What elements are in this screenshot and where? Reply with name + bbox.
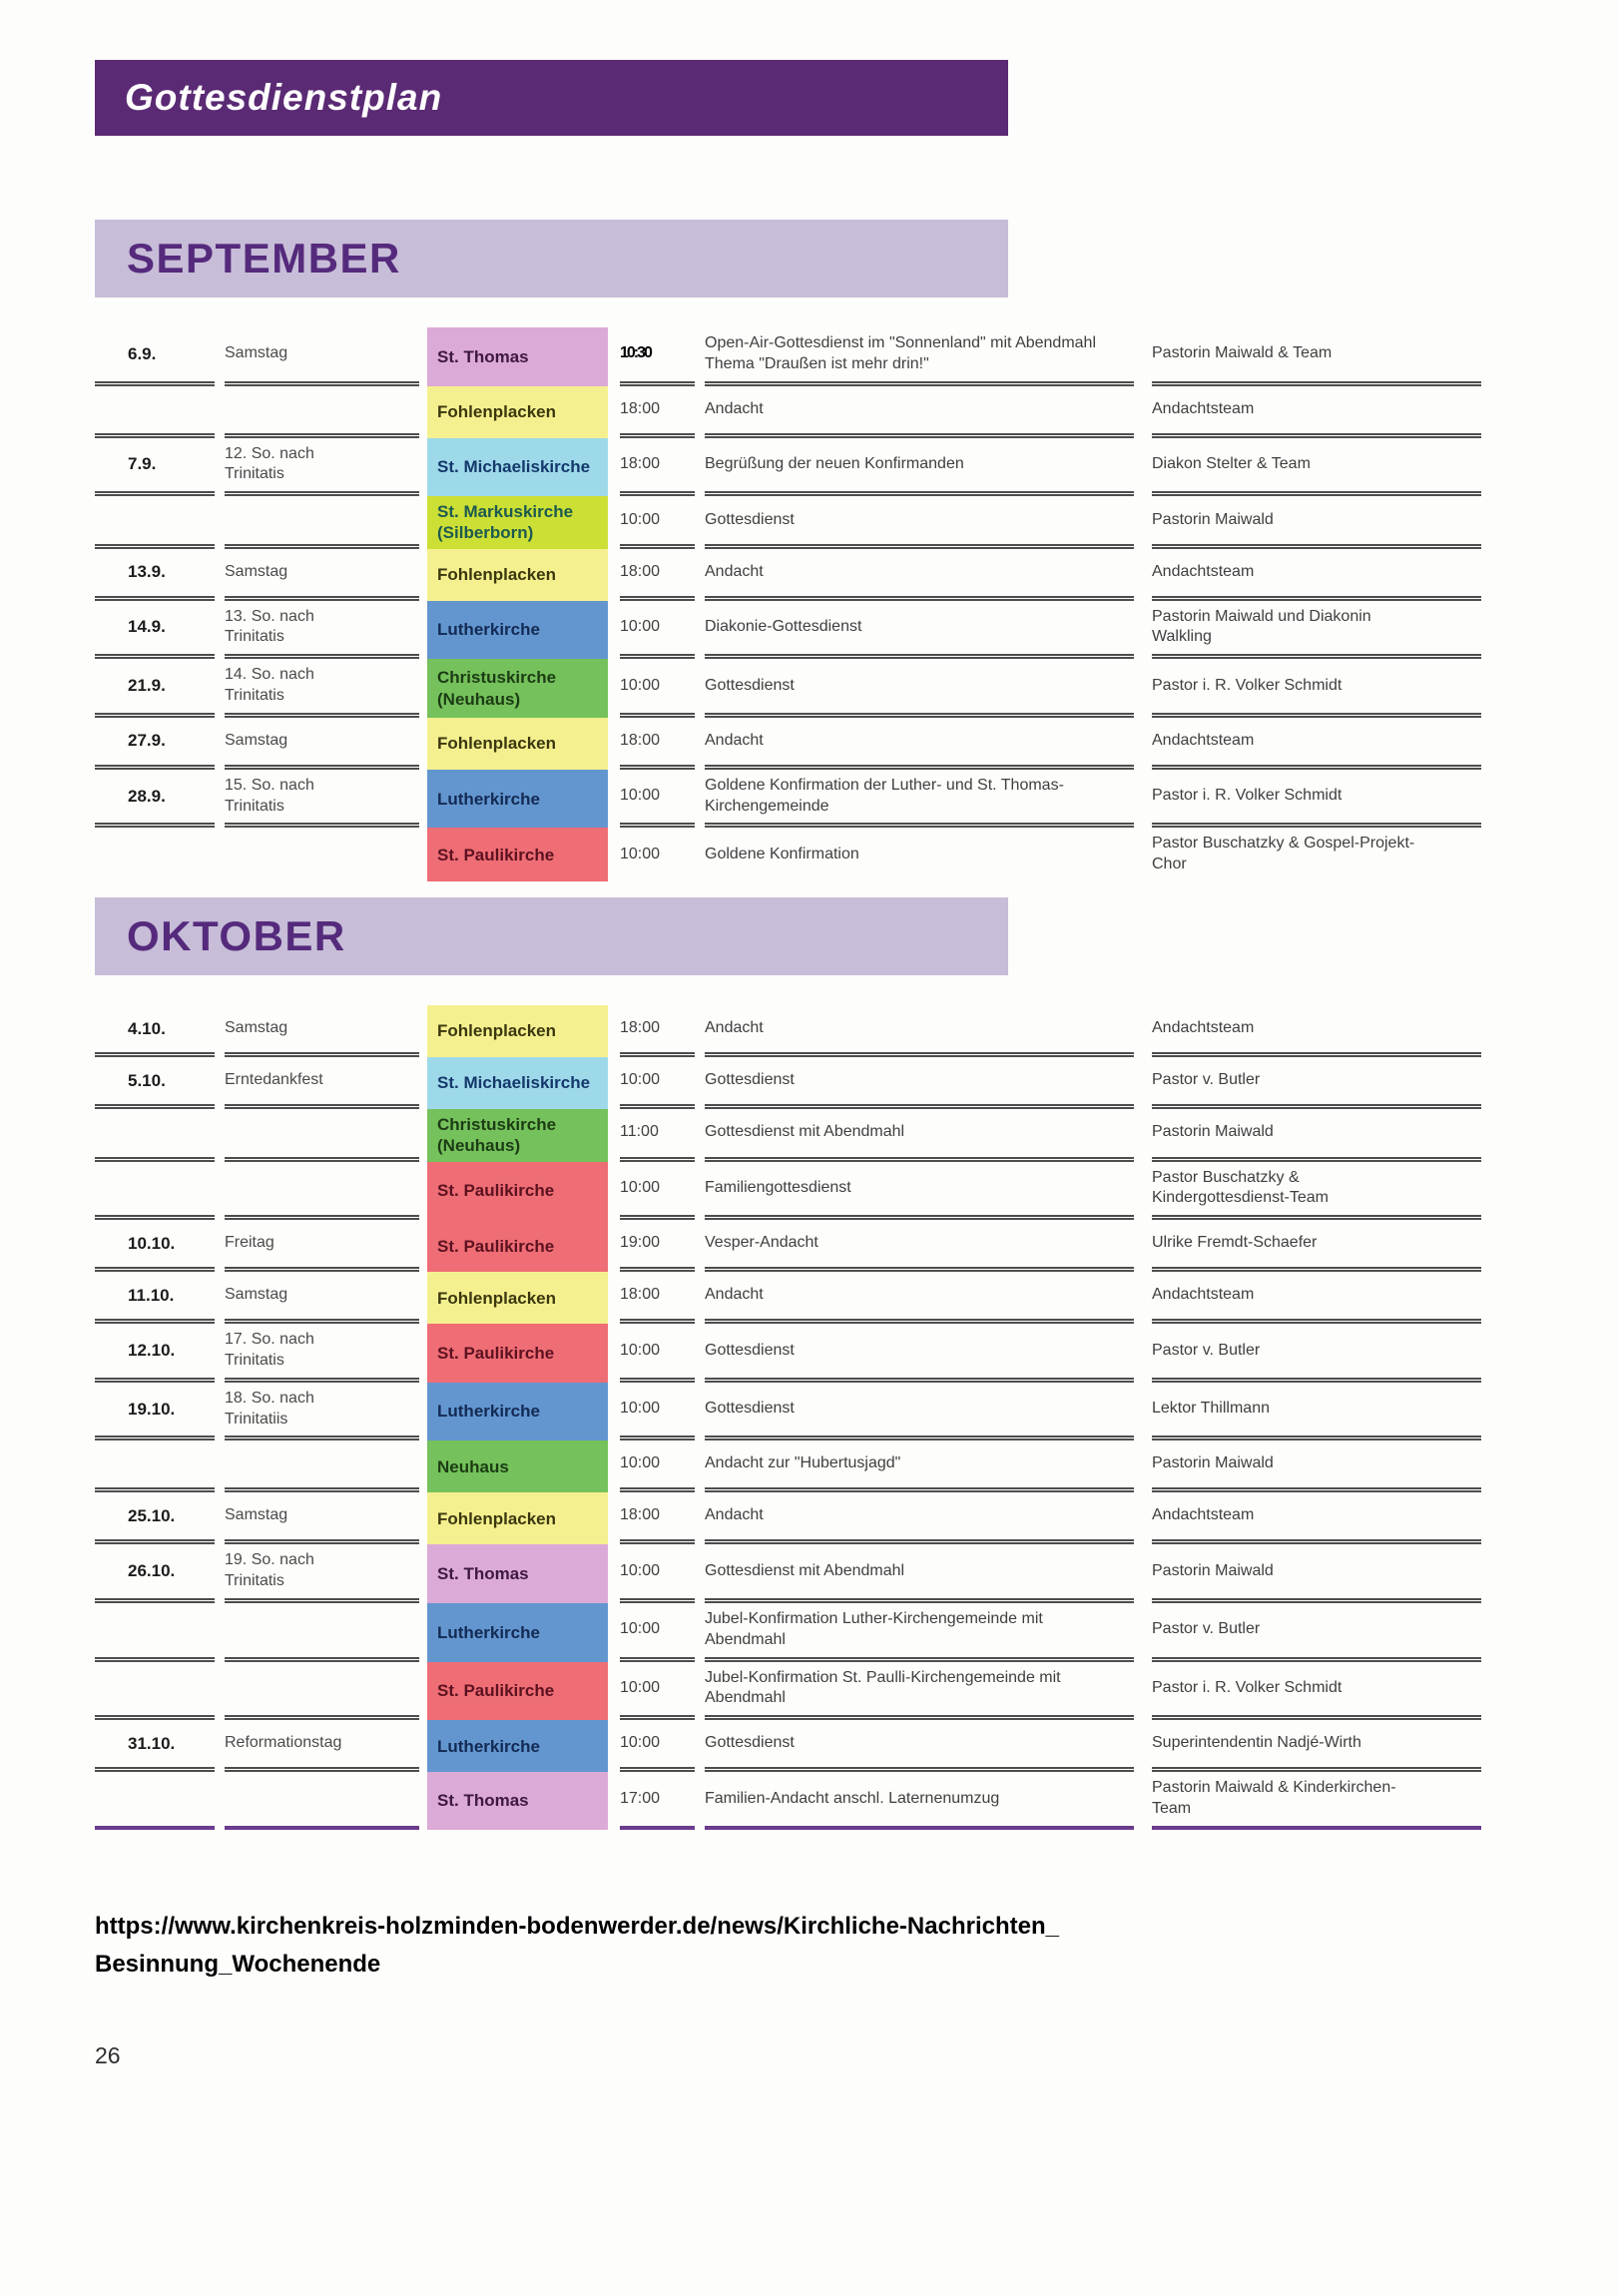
date-cell: 25.10. xyxy=(95,1492,215,1544)
church-name: Fohlenplacken xyxy=(437,1288,557,1308)
service-row xyxy=(95,1720,1518,1772)
church-cell xyxy=(427,1492,608,1544)
day-cell xyxy=(225,1603,419,1662)
day-cell: 13. So. nach Trinitatis xyxy=(225,601,419,660)
month-band xyxy=(95,220,1008,297)
time-cell: 18:00 xyxy=(620,718,695,770)
service-description: Vesper-Andacht xyxy=(705,1220,1134,1272)
date-cell: 28.9. xyxy=(95,770,215,829)
leader-cell: Pastorin Maiwald xyxy=(1152,1440,1481,1492)
service-description: Gottesdienst mit Abendmahl xyxy=(705,1544,1134,1603)
date-cell xyxy=(95,1603,215,1662)
church-cell xyxy=(427,1324,608,1383)
church-name: St. Markuskirche (Silberborn) xyxy=(437,502,574,543)
church-cell xyxy=(427,1220,608,1272)
month-section xyxy=(95,897,1518,1830)
church-name: St. Paulikirche xyxy=(437,1236,555,1256)
church-name: Fohlenplacken xyxy=(437,1508,557,1528)
church-name: Lutherkirche xyxy=(437,1622,540,1642)
leader-cell: Pastor v. Butler xyxy=(1152,1057,1481,1109)
date-cell: 21.9. xyxy=(95,659,215,718)
day-cell: Samstag xyxy=(225,327,419,386)
church-name: Neuhaus xyxy=(437,1456,509,1476)
service-description: Goldene Konfirmation der Luther- und St. Thomas-Kirchengemeinde xyxy=(705,770,1134,829)
church-cell xyxy=(427,1440,608,1492)
service-row xyxy=(95,659,1518,718)
leader-cell: Pastorin Maiwald xyxy=(1152,496,1481,549)
day-cell xyxy=(225,496,419,549)
day-cell: Samstag xyxy=(225,1492,419,1544)
time-cell: 17:00 xyxy=(620,1772,695,1830)
church-cell xyxy=(427,438,608,497)
date-cell: 4.10. xyxy=(95,1005,215,1057)
time-cell: 18:00 xyxy=(620,386,695,438)
time-cell: 18:00 xyxy=(620,549,695,601)
service-description: Gottesdienst mit Abendmahl xyxy=(705,1109,1134,1162)
church-name: Fohlenplacken xyxy=(437,734,557,754)
day-cell xyxy=(225,1440,419,1492)
service-row xyxy=(95,1544,1518,1603)
leader-cell: Andachtsteam xyxy=(1152,1005,1481,1057)
church-name: Christuskirche (Neuhaus) xyxy=(437,668,557,709)
time-cell: 18:00 xyxy=(620,1272,695,1324)
date-cell xyxy=(95,1772,215,1830)
date-cell xyxy=(95,1162,215,1221)
time-cell: 10:00 xyxy=(620,1603,695,1662)
day-cell: 17. So. nach Trinitatis xyxy=(225,1324,419,1383)
time-cell: 10:00 xyxy=(620,601,695,660)
service-description: Familien-Andacht anschl. Laternenumzug xyxy=(705,1772,1134,1830)
church-name: Fohlenplacken xyxy=(437,401,557,421)
leader-cell: Pastorin Maiwald & Team xyxy=(1152,327,1481,386)
time-cell: 10:00 xyxy=(620,1324,695,1383)
church-name: St. Paulikirche xyxy=(437,1181,555,1201)
time-cell: 10:30 xyxy=(620,327,695,386)
date-cell: 31.10. xyxy=(95,1720,215,1772)
service-row xyxy=(95,549,1518,601)
day-cell: Freitag xyxy=(225,1220,419,1272)
time-cell: 10:00 xyxy=(620,1662,695,1721)
service-row xyxy=(95,386,1518,438)
date-cell: 14.9. xyxy=(95,601,215,660)
leader-cell: Pastor Buschatzky & Gospel-Projekt-Chor xyxy=(1152,835,1415,873)
church-cell xyxy=(427,828,608,881)
time-cell: 10:00 xyxy=(620,1383,695,1441)
document-header xyxy=(95,60,1008,136)
church-cell xyxy=(427,1005,608,1057)
service-row xyxy=(95,1057,1518,1109)
date-cell: 26.10. xyxy=(95,1544,215,1603)
leader-cell: Andachtsteam xyxy=(1152,1492,1481,1544)
time-cell: 18:00 xyxy=(620,438,695,497)
service-description: Jubel-Konfirmation St. Paulli-Kirchengemeinde mit Abendmahl xyxy=(705,1662,1134,1721)
date-cell xyxy=(95,1109,215,1162)
church-cell xyxy=(427,327,608,386)
day-cell xyxy=(225,828,419,881)
service-description: Goldene Konfirmation xyxy=(705,845,859,862)
leader-cell: Pastor i. R. Volker Schmidt xyxy=(1152,659,1481,718)
service-description: Diakonie-Gottesdienst xyxy=(705,601,1134,660)
church-cell xyxy=(427,1057,608,1109)
service-row xyxy=(95,438,1518,497)
leader-cell: Pastor v. Butler xyxy=(1152,1603,1481,1662)
date-cell xyxy=(95,1440,215,1492)
day-cell: Samstag xyxy=(225,549,419,601)
service-row xyxy=(95,1162,1518,1221)
footer-url xyxy=(95,1908,1492,1985)
church-cell xyxy=(427,496,608,549)
leader-cell: Pastorin Maiwald & Kinderkirchen-Team xyxy=(1152,1772,1481,1830)
church-cell xyxy=(427,659,608,718)
month-title: OKTOBER xyxy=(127,912,346,960)
service-description: Andacht xyxy=(705,386,1134,438)
service-description: Gottesdienst xyxy=(705,1383,1134,1441)
day-cell xyxy=(225,1772,419,1830)
footer-url-line1: https://www.kirchenkreis-holzminden-bodenwerder.de/news/Kirchliche-Nachrichten_ xyxy=(95,1912,1059,1940)
church-cell xyxy=(427,1662,608,1721)
day-cell xyxy=(225,1162,419,1221)
church-name: Lutherkirche xyxy=(437,789,540,809)
leader-cell: Lektor Thillmann xyxy=(1152,1383,1481,1441)
service-description: Jubel-Konfirmation Luther-Kirchengemeinde mit Abendmahl xyxy=(705,1603,1134,1662)
leader-cell: Pastorin Maiwald xyxy=(1152,1109,1481,1162)
footer-url-line2: Besinnung_Wochenende xyxy=(95,1951,381,1979)
service-description: Andacht xyxy=(705,1272,1134,1324)
service-row xyxy=(95,601,1518,660)
day-cell: 12. So. nach Trinitatis xyxy=(225,438,419,497)
day-cell: Reformationstag xyxy=(225,1720,419,1772)
date-cell: 11.10. xyxy=(95,1272,215,1324)
leader-cell: Pastor i. R. Volker Schmidt xyxy=(1152,1662,1481,1721)
day-cell: 14. So. nach Trinitatis xyxy=(225,659,419,718)
leader-cell: Andachtsteam xyxy=(1152,718,1481,770)
service-table xyxy=(95,1005,1518,1830)
day-cell: 15. So. nach Trinitatis xyxy=(225,770,419,829)
church-name: Christuskirche (Neuhaus) xyxy=(437,1115,557,1156)
service-description: Gottesdienst xyxy=(705,659,1134,718)
church-cell xyxy=(427,601,608,660)
service-description: Andacht xyxy=(705,718,1134,770)
day-cell xyxy=(225,1662,419,1721)
service-row xyxy=(95,1492,1518,1544)
time-cell: 19:00 xyxy=(620,1220,695,1272)
time-cell: 10:00 xyxy=(620,845,661,862)
leader-cell: Superintendentin Nadjé-Wirth xyxy=(1152,1720,1481,1772)
date-cell xyxy=(95,386,215,438)
church-name: St. Thomas xyxy=(437,1791,529,1811)
date-cell xyxy=(95,496,215,549)
day-cell: 18. So. nach Trinitatiis xyxy=(225,1383,419,1441)
date-cell xyxy=(95,1662,215,1721)
church-cell xyxy=(427,1603,608,1662)
page-number: 26 xyxy=(95,2041,121,2068)
service-row xyxy=(95,1109,1518,1162)
church-cell xyxy=(427,770,608,829)
time-cell: 10:00 xyxy=(620,1057,695,1109)
schedule xyxy=(95,220,1518,1830)
church-name: St. Paulikirche xyxy=(437,1343,555,1363)
church-name: Lutherkirche xyxy=(437,1402,540,1422)
service-description: Gottesdienst xyxy=(705,1057,1134,1109)
leader-cell: Diakon Stelter & Team xyxy=(1152,438,1481,497)
leader-cell: Pastorin Maiwald und Diakonin Walkling xyxy=(1152,601,1481,660)
service-description: Gottesdienst xyxy=(705,1324,1134,1383)
service-row xyxy=(95,496,1518,549)
church-cell xyxy=(427,718,608,770)
service-description: Gottesdienst xyxy=(705,496,1134,549)
service-row xyxy=(95,1272,1518,1324)
day-cell xyxy=(225,386,419,438)
leader-cell: Andachtsteam xyxy=(1152,386,1481,438)
day-cell: 19. So. nach Trinitatis xyxy=(225,1544,419,1603)
church-name: Fohlenplacken xyxy=(437,565,557,585)
date-cell: 19.10. xyxy=(95,1383,215,1441)
service-description: Andacht xyxy=(705,1492,1134,1544)
church-name: St. Thomas xyxy=(437,346,529,366)
service-description: Gottesdienst xyxy=(705,1720,1134,1772)
service-table xyxy=(95,327,1518,881)
day-cell: Samstag xyxy=(225,1272,419,1324)
service-description: Begrüßung der neuen Konfirmanden xyxy=(705,438,1134,497)
month-band xyxy=(95,897,1008,975)
day-cell: Erntedankfest xyxy=(225,1057,419,1109)
service-row xyxy=(95,1603,1518,1662)
church-name: Lutherkirche xyxy=(437,620,540,640)
church-cell xyxy=(427,549,608,601)
date-cell: 10.10. xyxy=(95,1220,215,1272)
church-name: Lutherkirche xyxy=(437,1736,540,1756)
leader-cell: Pastor v. Butler xyxy=(1152,1324,1481,1383)
church-cell xyxy=(427,1272,608,1324)
service-row xyxy=(95,1005,1518,1057)
church-name: St. Michaeliskirche xyxy=(437,1073,591,1093)
time-cell: 10:00 xyxy=(620,1720,695,1772)
church-name: St. Thomas xyxy=(437,1564,529,1584)
service-row xyxy=(95,327,1518,386)
time-cell: 11:00 xyxy=(620,1109,695,1162)
time-cell: 10:00 xyxy=(620,770,695,829)
church-name: St. Michaeliskirche xyxy=(437,457,591,477)
time-cell: 10:00 xyxy=(620,659,695,718)
document-title: Gottesdienstplan xyxy=(125,77,443,118)
day-cell: Samstag xyxy=(225,1005,419,1057)
time-cell: 18:00 xyxy=(620,1492,695,1544)
leader-cell: Andachtsteam xyxy=(1152,1272,1481,1324)
church-cell xyxy=(427,1383,608,1441)
date-cell: 13.9. xyxy=(95,549,215,601)
service-row xyxy=(95,1772,1518,1830)
service-description: Open-Air-Gottesdienst im "Sonnenland" mit Abendmahl Thema "Draußen ist mehr drin!" xyxy=(705,327,1134,386)
service-description: Andacht xyxy=(705,549,1134,601)
service-row xyxy=(95,1383,1518,1441)
leader-cell: Pastorin Maiwald xyxy=(1152,1544,1481,1603)
month-title: SEPTEMBER xyxy=(127,235,401,282)
service-row xyxy=(95,1662,1518,1721)
service-row xyxy=(95,718,1518,770)
time-cell: 10:00 xyxy=(620,1440,695,1492)
church-cell xyxy=(427,1772,608,1830)
leader-cell: Pastor i. R. Volker Schmidt xyxy=(1152,770,1481,829)
church-name: St. Paulikirche xyxy=(437,845,555,864)
time-cell: 10:00 xyxy=(620,496,695,549)
service-description: Andacht zur "Hubertusjagd" xyxy=(705,1440,1134,1492)
date-cell: 6.9. xyxy=(95,327,215,386)
leader-cell: Pastor Buschatzky & Kindergottesdienst-Team xyxy=(1152,1162,1481,1221)
service-row xyxy=(95,1440,1518,1492)
time-cell: 10:00 xyxy=(620,1544,695,1603)
date-cell xyxy=(95,828,215,881)
service-row xyxy=(95,828,1518,881)
church-cell xyxy=(427,1162,608,1221)
service-row xyxy=(95,1324,1518,1383)
document-footer xyxy=(95,1908,1518,2069)
time-cell: 10:00 xyxy=(620,1162,695,1221)
time-cell: 18:00 xyxy=(620,1005,695,1057)
church-cell xyxy=(427,386,608,438)
service-row xyxy=(95,770,1518,829)
date-cell: 7.9. xyxy=(95,438,215,497)
leader-cell: Andachtsteam xyxy=(1152,549,1481,601)
day-cell xyxy=(225,1109,419,1162)
church-cell xyxy=(427,1109,608,1162)
service-description: Familiengottesdienst xyxy=(705,1162,1134,1221)
church-cell xyxy=(427,1720,608,1772)
service-description: Andacht xyxy=(705,1005,1134,1057)
church-cell xyxy=(427,1544,608,1603)
day-cell: Samstag xyxy=(225,718,419,770)
date-cell: 5.10. xyxy=(95,1057,215,1109)
church-name: Fohlenplacken xyxy=(437,1021,557,1041)
month-section xyxy=(95,220,1518,881)
church-name: St. Paulikirche xyxy=(437,1681,555,1701)
date-cell: 12.10. xyxy=(95,1324,215,1383)
date-cell: 27.9. xyxy=(95,718,215,770)
service-row xyxy=(95,1220,1518,1272)
leader-cell: Ulrike Fremdt-Schaefer xyxy=(1152,1220,1481,1272)
